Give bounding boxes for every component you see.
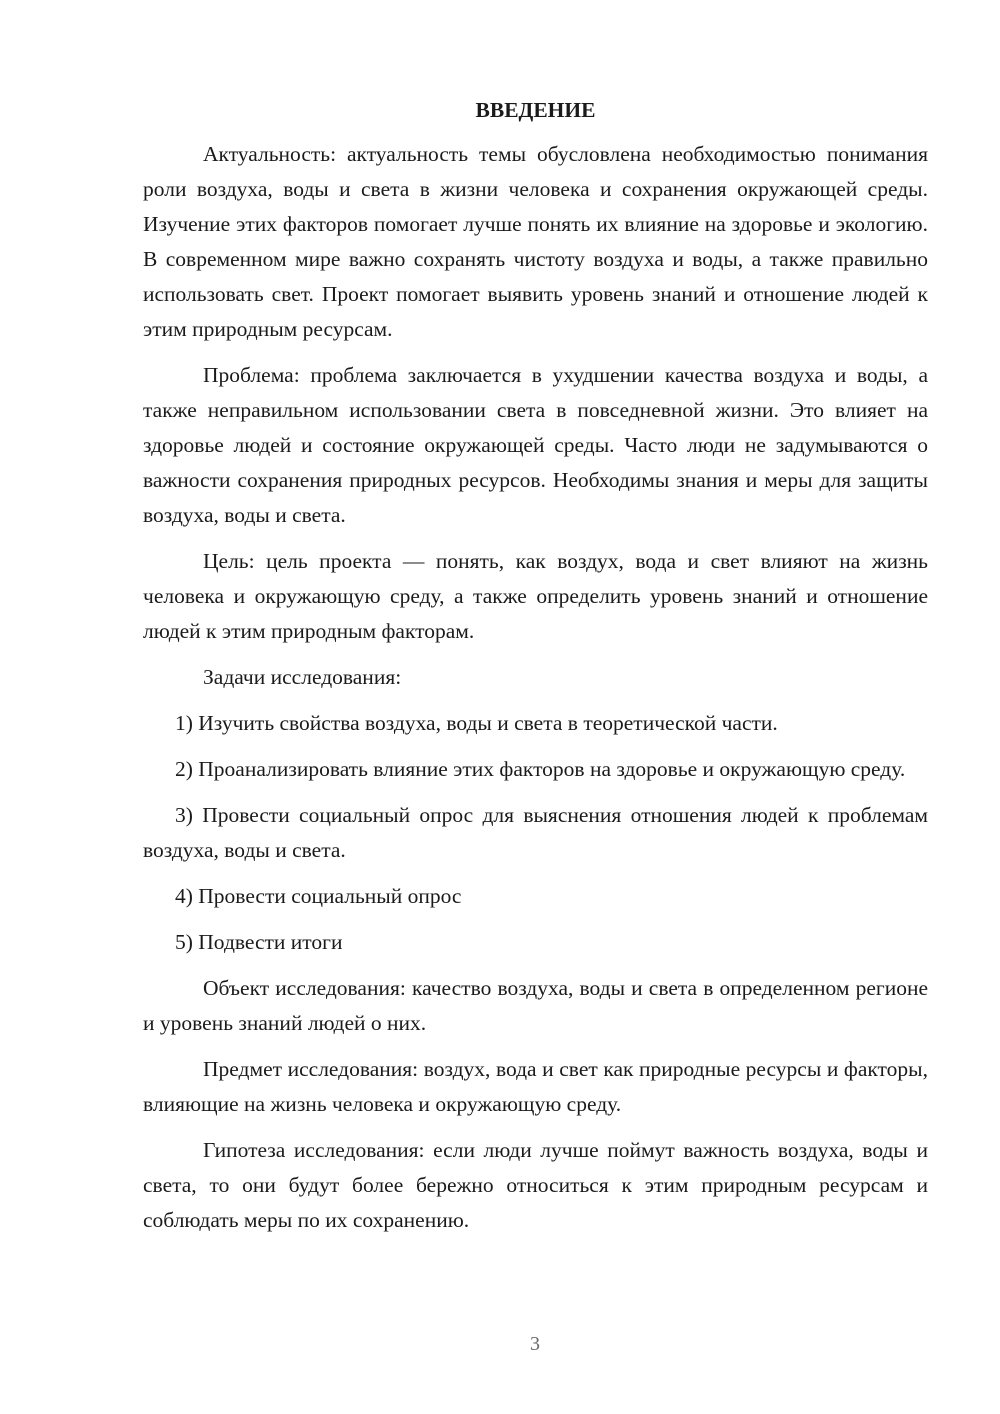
object-paragraph: Объект исследования: качество воздуха, воды и света в определенном регионе и уровень знаний людей о них. (143, 976, 928, 1035)
task-item-3: 3) Провести социальный опрос для выяснения отношения людей к проблемам воздуха, воды и света. (143, 803, 928, 862)
task-item-1: 1) Изучить свойства воздуха, воды и света в теоретической части. (175, 711, 778, 735)
section-heading: ВВЕДЕНИЕ (475, 98, 596, 122)
relevance-paragraph: Актуальность: актуальность темы обусловлена необходимостью понимания роли воздуха, воды и света в жизни человека и сохранения окружающей среды. Изучение этих факторов помогает лучше понять их влияние на здоровье и экологию. В современном мире важно сохранять чистоту воздуха и воды, а также правильно использовать свет. Проект помогает выявить уровень знаний и отношение людей к этим природным ресурсам. (143, 142, 928, 341)
task-item-5: 5) Подвести итоги (175, 930, 343, 954)
goal-paragraph: Цель: цель проекта — понять, как воздух, вода и свет влияют на жизнь человека и окружающую среду, а также определить уровень знаний и отношение людей к этим природным факторам. (143, 549, 928, 643)
page-content (143, 95, 928, 1249)
task-item-2: 2) Проанализировать влияние этих факторов на здоровье и окружающую среду. (175, 757, 906, 781)
problem-paragraph: Проблема: проблема заключается в ухудшении качества воздуха и воды, а также неправильном использовании света в повседневной жизни. Это влияет на здоровье людей и состояние окружающей среды. Часто люди не задумываются о важности сохранения природных ресурсов. Необходимы знания и меры для защиты воздуха, воды и света. (143, 363, 928, 527)
tasks-title: Задачи исследования: (203, 665, 402, 689)
subject-paragraph: Предмет исследования: воздух, вода и свет как природные ресурсы и факторы, влияющие на жизнь человека и окружающую среду. (143, 1057, 928, 1116)
page-number: 3 (530, 1333, 540, 1355)
hypothesis-paragraph: Гипотеза исследования: если люди лучше поймут важность воздуха, воды и света, то они будут более бережно относиться к этим природным ресурсам и соблюдать меры по их сохранению. (143, 1138, 928, 1232)
task-item-4: 4) Провести социальный опрос (175, 884, 462, 908)
